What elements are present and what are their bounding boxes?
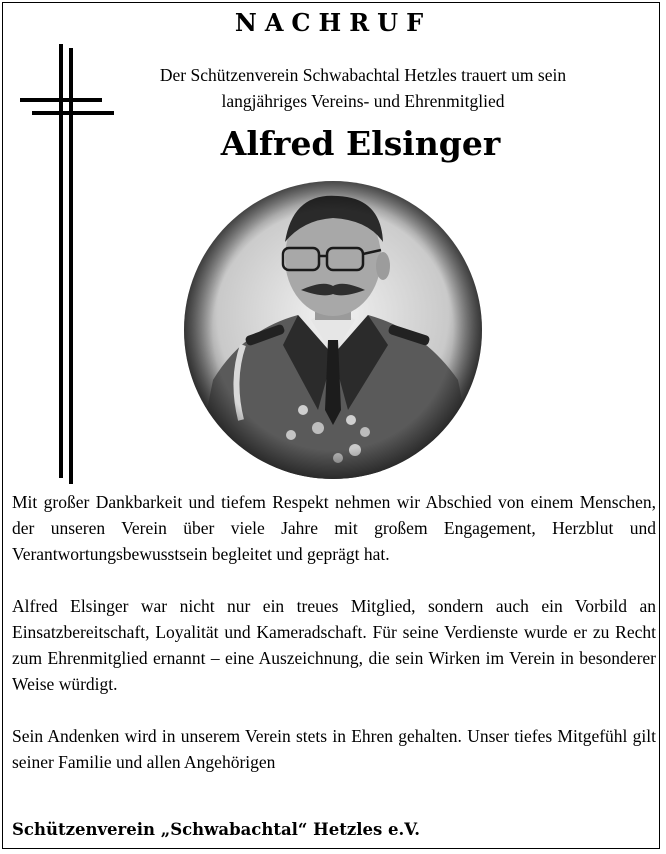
club-signature: Schützenverein „Schwabachtal“ Hetzles e.V. [12, 820, 420, 839]
paragraph-condolence: Sein Andenken wird in unserem Verein stets in Ehren gehalten. Unser tiefes Mitgefühl gilt seiner Familie und allen Angehörigen [12, 726, 656, 772]
intro-line-1: Der Schützenverein Schwabachtal Hetzles trauert um sein [159, 65, 567, 85]
paragraph-tribute: Alfred Elsinger war nicht nur ein treues Mitglied, sondern auch ein Vorbild an Einsatzbereitschaft, Loyalität und Kameradschaft. Für seine Verdienste wurde er zu Recht zum Ehrenmitglied ernannt – eine Auszeichnung, die sein Wirken im Verein in besonderer Weise würdigt. [12, 596, 656, 694]
obituary-body [12, 489, 656, 775]
intro-line-2: langjähriges Vereins- und Ehrenmitglied [221, 91, 505, 111]
intro-text [60, 62, 666, 114]
portrait-photo [183, 180, 483, 480]
paragraph-gratitude: Mit großer Dankbarkeit und tiefem Respekt nehmen wir Abschied von einem Menschen, der unseren Verein über viele Jahre mit großem Engagement, Herzblut und Verantwortungsbewusstsein begleitet und geprägt hat. [12, 492, 656, 564]
page-title: NACHRUF [234, 8, 432, 37]
deceased-name: Alfred Elsinger [220, 124, 501, 163]
